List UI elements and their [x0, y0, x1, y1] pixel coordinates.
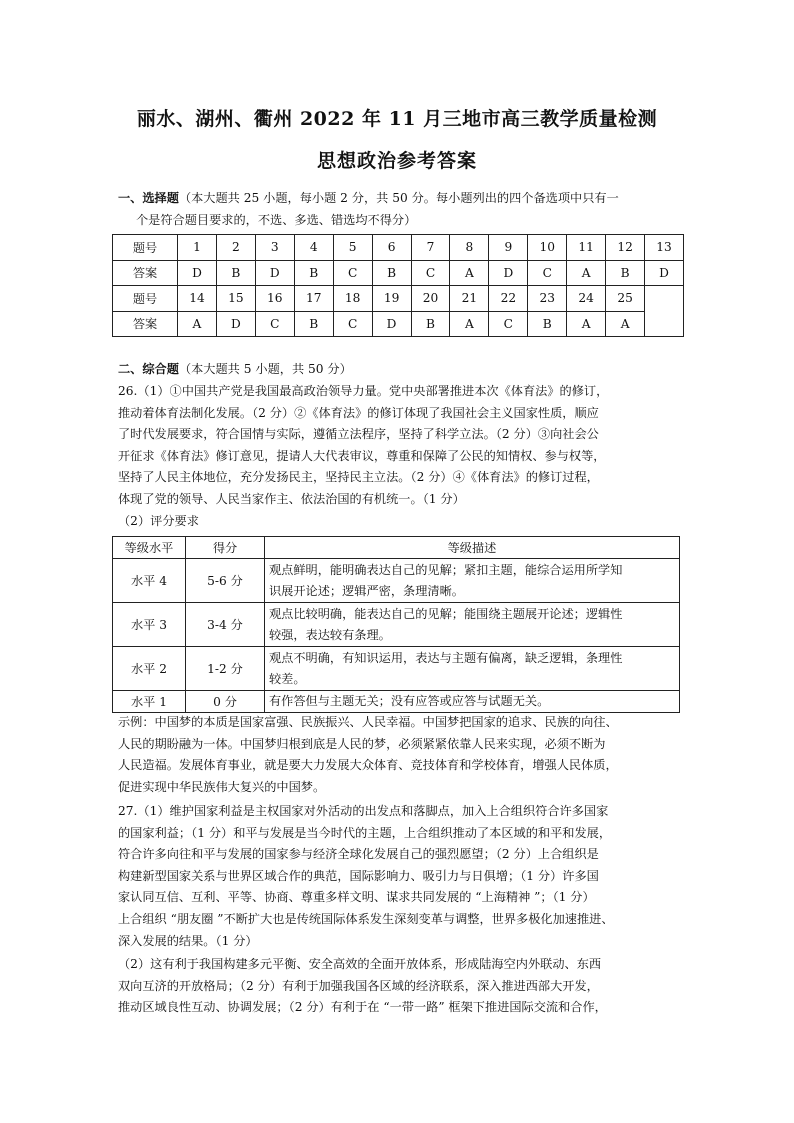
answer-table-cell: D — [489, 260, 528, 286]
q27-line: 构建新型国家关系与世界区域合作的典范，国际影响力、吸引力与日俱增；（1 分）许多国 — [118, 868, 599, 883]
answer-table-cell: D — [216, 311, 255, 337]
answer-table — [112, 234, 684, 337]
q27-line: 的国家利益；（1 分）和平与发展是当今时代的主题，上合组织推动了本区域的和平和发展， — [118, 825, 612, 840]
grade-level: 水平 4 — [113, 559, 186, 603]
answer-table-cell: A — [606, 311, 645, 337]
grade-row — [113, 647, 680, 691]
q27-line: 符合许多向往和平与发展的国家参与经济全球化发展自己的强烈愿望；（2 分）上合组织是 — [118, 847, 599, 862]
answer-table-empty-cell — [645, 286, 684, 337]
q26-answer — [118, 381, 688, 532]
grade-level: 水平 1 — [113, 691, 186, 713]
section1-heading: 一、选择题 — [118, 191, 179, 205]
answer-table-label: 答案 — [113, 311, 178, 337]
answer-row-numbers — [113, 286, 684, 312]
answer-row-numbers — [113, 235, 684, 261]
answer-table-cell: 12 — [606, 235, 645, 261]
section2-heading-line — [118, 359, 688, 381]
grade-desc: 观点比较明确，能表达自己的见解；能围绕主题展开论述；逻辑性 较强，表达较有条理。 — [265, 603, 680, 647]
answer-table-cell: A — [450, 311, 489, 337]
answer-table-label: 答案 — [113, 260, 178, 286]
answer-table-cell: B — [294, 260, 333, 286]
answer-table-cell: 1 — [178, 235, 217, 261]
answer-table-cell: 3 — [255, 235, 294, 261]
grade-score: 3-4 分 — [186, 603, 265, 647]
q27-answer — [118, 801, 688, 952]
answer-table-cell: B — [528, 311, 567, 337]
answer-table-label: 题号 — [113, 286, 178, 312]
answer-table-cell: 13 — [645, 235, 684, 261]
grade-header: 等级描述 — [265, 537, 680, 559]
q27-line: 27.（1）维护国家利益是主权国家对外活动的出发点和落脚点，加入上合组织符合许多国家 — [118, 804, 609, 818]
answer-table-cell: 22 — [489, 286, 528, 312]
q26-line: 开征求《体育法》修订意见，提请人大代表审议，尊重和保障了公民的知情权、参与权等， — [118, 448, 606, 463]
answer-table-cell: C — [333, 260, 372, 286]
answer-table-cell: 15 — [216, 286, 255, 312]
answer-row-answers — [113, 311, 684, 337]
answer-table-cell: 20 — [411, 286, 450, 312]
q27-part2-line: 双向互济的开放格局；（2 分）有利于加强我国各区域的经济联系，深入推进西部大开发， — [118, 978, 599, 993]
answer-table-cell: A — [178, 311, 217, 337]
answer-table-cell: 21 — [450, 286, 489, 312]
grade-header: 得分 — [186, 537, 265, 559]
answer-table-cell: 7 — [411, 235, 450, 261]
q27-line: 深入发展的结果。（1 分） — [118, 933, 258, 948]
answer-table-cell: A — [567, 311, 606, 337]
q26-line: 26.（1）①中国共产党是我国最高政治领导力量。党中央部署推进本次《体育法》的修订， — [118, 384, 609, 398]
grade-table — [112, 536, 680, 713]
grade-row — [113, 603, 680, 647]
answer-table-cell: 6 — [372, 235, 411, 261]
q26-line: 推动着体育法制化发展。（2 分）②《体育法》的修订体现了我国社会主义国家性质，顺应 — [118, 405, 599, 420]
q27-line: 家认同互信、互利、平等、协商、尊重多样文明、谋求共同发展的 “上海精神 ”；（1 分） — [118, 890, 595, 905]
grade-desc: 观点鲜明，能明确表达自己的见解；紧扣主题，能综合运用所学知 识展开论述；逻辑严密，条理清晰。 — [265, 559, 680, 603]
q27-part2-line: （2）这有利于我国构建多元平衡、安全高效的全面开放体系，形成陆海空内外联动、东西 — [118, 957, 602, 971]
answer-table-cell: 4 — [294, 235, 333, 261]
q26-sub2: （2）评分要求 — [118, 513, 199, 528]
answer-table-cell: B — [294, 311, 333, 337]
grade-desc: 观点不明确，有知识运用，表达与主题有偏离，缺乏逻辑，条理性 较差。 — [265, 647, 680, 691]
answer-table-cell: B — [606, 260, 645, 286]
answer-table-cell: 16 — [255, 286, 294, 312]
answer-table-cell: C — [489, 311, 528, 337]
example-line: 示例：中国梦的本质是国家富强、民族振兴、人民幸福。中国梦把国家的追求、民族的向往、 — [118, 715, 618, 729]
q26-line: 坚持了人民主体地位，充分发扬民主，坚持民主立法。（2 分）④《体育法》的修订过程， — [118, 470, 599, 485]
grade-header: 等级水平 — [113, 537, 186, 559]
answer-table-cell: 8 — [450, 235, 489, 261]
example-answer — [118, 712, 688, 798]
grade-row — [113, 691, 680, 713]
answer-table-label: 题号 — [113, 235, 178, 261]
answer-row-answers — [113, 260, 684, 286]
grade-row — [113, 559, 680, 603]
example-line: 人民的期盼融为一体。中国梦归根到底是人民的梦，必须紧紧依靠人民来实现，必须不断为 — [118, 736, 606, 751]
answer-table-cell: 10 — [528, 235, 567, 261]
answer-table-cell: 9 — [489, 235, 528, 261]
answer-table-cell: 2 — [216, 235, 255, 261]
answer-table-cell: 14 — [178, 286, 217, 312]
grade-desc: 有作答但与主题无关；没有应答或应答与试题无关。 — [265, 691, 680, 713]
section2-note: （本大题共 5 小题，共 50 分） — [178, 362, 352, 376]
answer-table-cell: B — [372, 260, 411, 286]
page-title: 丽水、湖州、衢州 2022 年 11 月三地市高三教学质量检测 — [136, 108, 658, 130]
answer-table-cell: 18 — [333, 286, 372, 312]
answer-table-cell: B — [216, 260, 255, 286]
answer-table-cell: C — [255, 311, 294, 337]
answer-table-cell: 25 — [606, 286, 645, 312]
answer-table-cell: D — [645, 260, 684, 286]
answer-table-cell: C — [333, 311, 372, 337]
answer-table-cell: 23 — [528, 286, 567, 312]
q27-part2-line: 推动区域良性互动、协调发展；（2 分）有利于在 “一带一路” 框架下推进国际交流和合作， — [118, 1000, 607, 1015]
answer-table-cell: 5 — [333, 235, 372, 261]
grade-level: 水平 3 — [113, 603, 186, 647]
grade-score: 0 分 — [186, 691, 265, 713]
q26-line: 了时代发展要求，符合国情与实际，遵循立法程序，坚持了科学立法。（2 分）③向社会公 — [118, 427, 599, 442]
section2-heading: 二、综合题 — [118, 362, 179, 376]
answer-table-cell: D — [178, 260, 217, 286]
answer-table-cell: 11 — [567, 235, 606, 261]
answer-table-cell: B — [411, 311, 450, 337]
example-line: 人民造福。发展体育事业，就是要大力发展大众体育、竞技体育和学校体育，增强人民体质， — [118, 758, 618, 773]
grade-score: 5-6 分 — [186, 559, 265, 603]
grade-level: 水平 2 — [113, 647, 186, 691]
answer-table-cell: D — [255, 260, 294, 286]
grade-score: 1-2 分 — [186, 647, 265, 691]
answer-table-cell: C — [411, 260, 450, 286]
answer-table-cell: D — [372, 311, 411, 337]
answer-table-cell: 17 — [294, 286, 333, 312]
answer-table-cell: A — [567, 260, 606, 286]
section1-note-2: 个是符合题目要求的，不选、多选、错选均不得分） — [136, 213, 417, 227]
q27-line: 上合组织 “朋友圈 ”不断扩大也是传统国际体系发生深刻变革与调整，世界多极化加速推进、 — [118, 911, 614, 926]
answer-table-cell: C — [528, 260, 567, 286]
section1-heading-line — [118, 188, 688, 210]
q26-line: 体现了党的领导、人民当家作主、依法治国的有机统一。（1 分） — [118, 491, 465, 506]
answer-table-cell: 24 — [567, 286, 606, 312]
example-line: 促进实现中华民族伟大复兴的中国梦。 — [118, 779, 326, 794]
page-subtitle: 思想政治参考答案 — [316, 150, 477, 172]
answer-table-cell: A — [450, 260, 489, 286]
q27-part2 — [118, 954, 688, 1019]
answer-table-cell: 19 — [372, 286, 411, 312]
section1-note-1: （本大题共 25 小题，每小题 2 分，共 50 分。每小题列出的四个备选项中只有一 — [178, 191, 619, 205]
